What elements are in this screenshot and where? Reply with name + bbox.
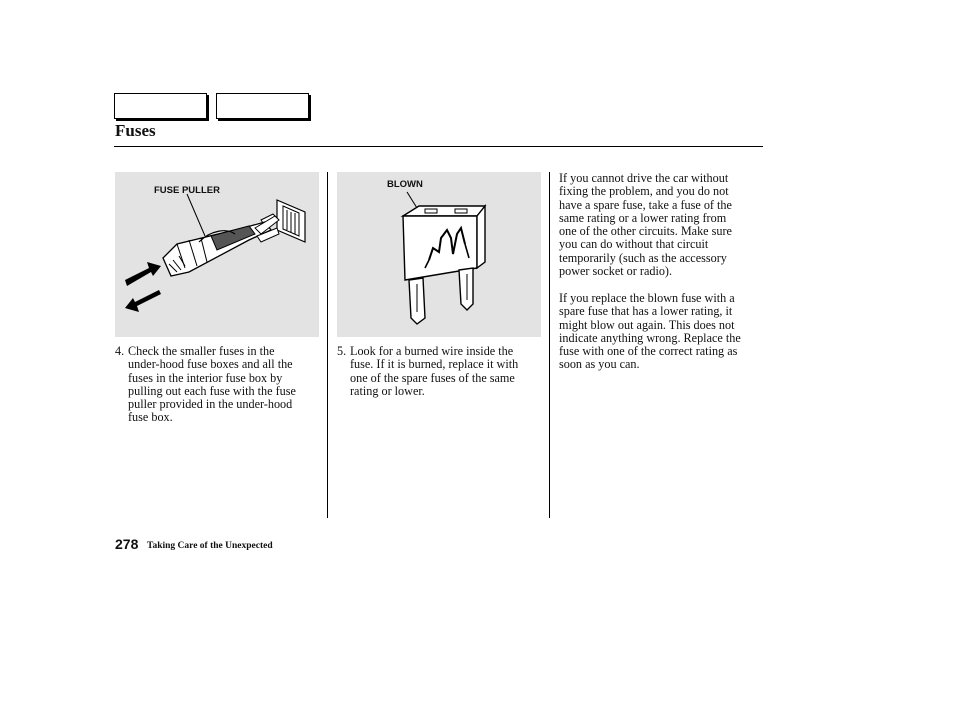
paragraph-no-spare bbox=[559, 172, 764, 278]
paragraph-line: one of the other circuits. Make sure bbox=[559, 224, 732, 239]
step-text bbox=[128, 345, 296, 425]
paragraph-line: fuse with one of the correct rating as bbox=[559, 344, 738, 359]
step-number: 4. bbox=[115, 344, 125, 358]
step-line: fuse box. bbox=[128, 410, 173, 425]
paragraph-line: spare fuse that has a lower rating, it bbox=[559, 304, 733, 319]
paragraph-line: same rating or a lower rating from bbox=[559, 210, 727, 225]
step-line: fuses in the interior fuse box by bbox=[128, 370, 283, 385]
page-number: 278 bbox=[115, 536, 139, 552]
page-title: Fuses bbox=[115, 121, 156, 140]
nav-tab-box-2 bbox=[216, 93, 309, 119]
paragraph-line: you can do without that circuit bbox=[559, 237, 709, 252]
paragraph-line: soon as you can. bbox=[559, 357, 640, 372]
step-line: Check the smaller fuses in the bbox=[128, 344, 275, 358]
paragraph-line: If you replace the blown fuse with a bbox=[559, 291, 735, 305]
paragraph-line: power socket or radio). bbox=[559, 264, 673, 279]
step-line: Look for a burned wire inside the bbox=[350, 344, 514, 358]
step-line: puller provided in the under-hood bbox=[128, 397, 293, 412]
paragraph-lower-rating bbox=[559, 292, 764, 372]
step-line: one of the spare fuses of the same bbox=[350, 370, 515, 385]
fuse-puller-illustration bbox=[115, 172, 319, 337]
step-line: fuse. If it is burned, replace it with bbox=[350, 357, 519, 372]
step-number: 5. bbox=[337, 344, 347, 358]
paragraph-line: fixing the problem, and you do not bbox=[559, 184, 729, 199]
fuse-puller-figure bbox=[115, 172, 319, 337]
column-divider-2 bbox=[549, 172, 550, 518]
column-divider-1 bbox=[327, 172, 328, 518]
step-line: rating or lower. bbox=[350, 383, 425, 398]
paragraph-line: might blow out again. This does not bbox=[559, 317, 735, 332]
paragraph-line: have a spare fuse, take a fuse of the bbox=[559, 197, 732, 212]
blown-fuse-illustration bbox=[337, 172, 541, 337]
fuse-puller-callout: FUSE PULLER bbox=[154, 185, 220, 196]
section-title: Taking Care of the Unexpected bbox=[147, 541, 273, 551]
blown-callout: BLOWN bbox=[387, 179, 423, 190]
paragraph-line: indicate anything wrong. Replace the bbox=[559, 330, 741, 345]
step-text bbox=[350, 345, 518, 398]
step-line: under-hood fuse boxes and all the bbox=[128, 357, 293, 372]
blown-fuse-figure bbox=[337, 172, 541, 337]
step-line: pulling out each fuse with the fuse bbox=[128, 383, 296, 398]
paragraph-line: If you cannot drive the car without bbox=[559, 171, 729, 185]
nav-tab-box-1 bbox=[114, 93, 207, 119]
title-rule bbox=[114, 146, 763, 147]
paragraph-line: temporarily (such as the accessory bbox=[559, 250, 727, 265]
